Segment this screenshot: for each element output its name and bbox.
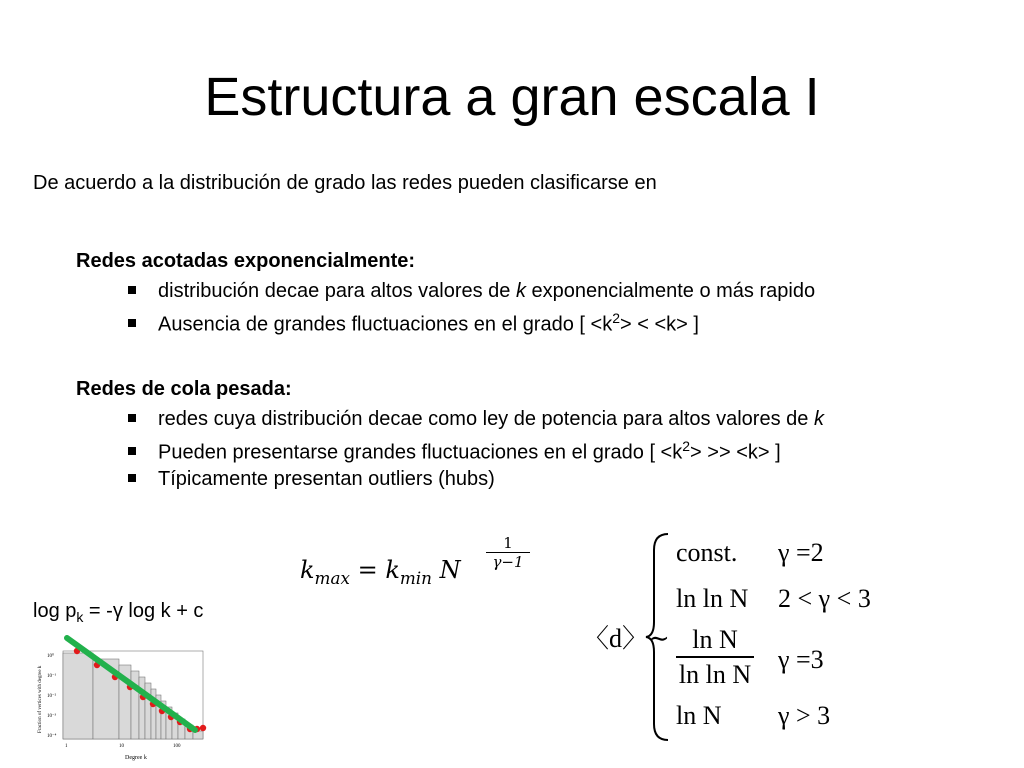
case2-expr: ln ln N [676,584,749,613]
section2-bullet3: Típicamente presentan outliers (hubs) [128,468,495,491]
case1-expr: const. [676,538,738,567]
section1-bullet1: distribución decae para altos valores de k exponencialmente o más rapido [128,280,815,303]
kmax-formula: $k_{max} = k_{min}$ N 1 γ−1 [300,534,540,594]
chart-xtick-label: 100 [173,744,181,749]
case1-cond: γ =2 [778,538,824,567]
section1-heading: Redes acotadas exponencialmente: [76,250,416,272]
slide-title: Estructura a gran escala I [204,67,820,127]
section1-bullet2: Ausencia de grandes fluctuaciones en el grado [ $<k^2> < <k>$ ] [128,310,699,337]
chart-xlabel: Degree k [125,755,147,761]
chart-xtick-label: 1 [65,744,68,749]
section2-bullet1: redes cuya distribución decae como ley de potencia para altos valores de k [128,408,824,431]
chart-bar [139,677,145,739]
bullet-square-icon [128,474,136,482]
case3-cond: γ =3 [778,645,824,674]
powerlaw-text: $\log p_k = -\gamma$ log k + c [33,600,204,625]
chart-xtick-label: 10 [119,744,124,749]
case3-expr: ln N ln ln N [676,624,754,692]
bullet-square-icon [128,319,136,327]
bullet-square-icon [128,286,136,294]
chart-ylabel: Fraction of vertices with degree k [38,665,43,733]
case4-cond: γ > 3 [778,701,831,730]
case2-cond: 2 < γ < 3 [778,584,871,613]
left-brace-icon [644,530,674,745]
section2-bullet2: Pueden presentarse grandes fluctuaciones en el grado [ $<k^2> >> <k>$ ] [128,438,781,465]
chart-ytick-label: 10⁻¹ [47,674,57,679]
chart-bars [63,653,203,739]
section2-heading: Redes de cola pesada: [76,378,292,400]
chart-yticks [47,653,57,739]
chart-ytick-label: 10⁻³ [47,714,57,719]
d-lhs: 〈d〉∼ [583,624,670,653]
degree-distribution-chart [35,633,215,763]
bullet-square-icon [128,414,136,422]
chart-ytick-label: 10⁰ [47,654,55,659]
chart-ytick-label: 10⁻² [47,694,57,699]
chart-bar [63,653,93,739]
intro-text: De acuerdo a la distribución de grado las redes pueden clasificarse en [33,172,657,194]
bullet-square-icon [128,447,136,455]
case4-expr: ln N [676,701,722,730]
chart-point [200,725,206,731]
chart-xticks [65,744,181,749]
chart-ytick-label: 10⁻⁴ [47,734,57,739]
